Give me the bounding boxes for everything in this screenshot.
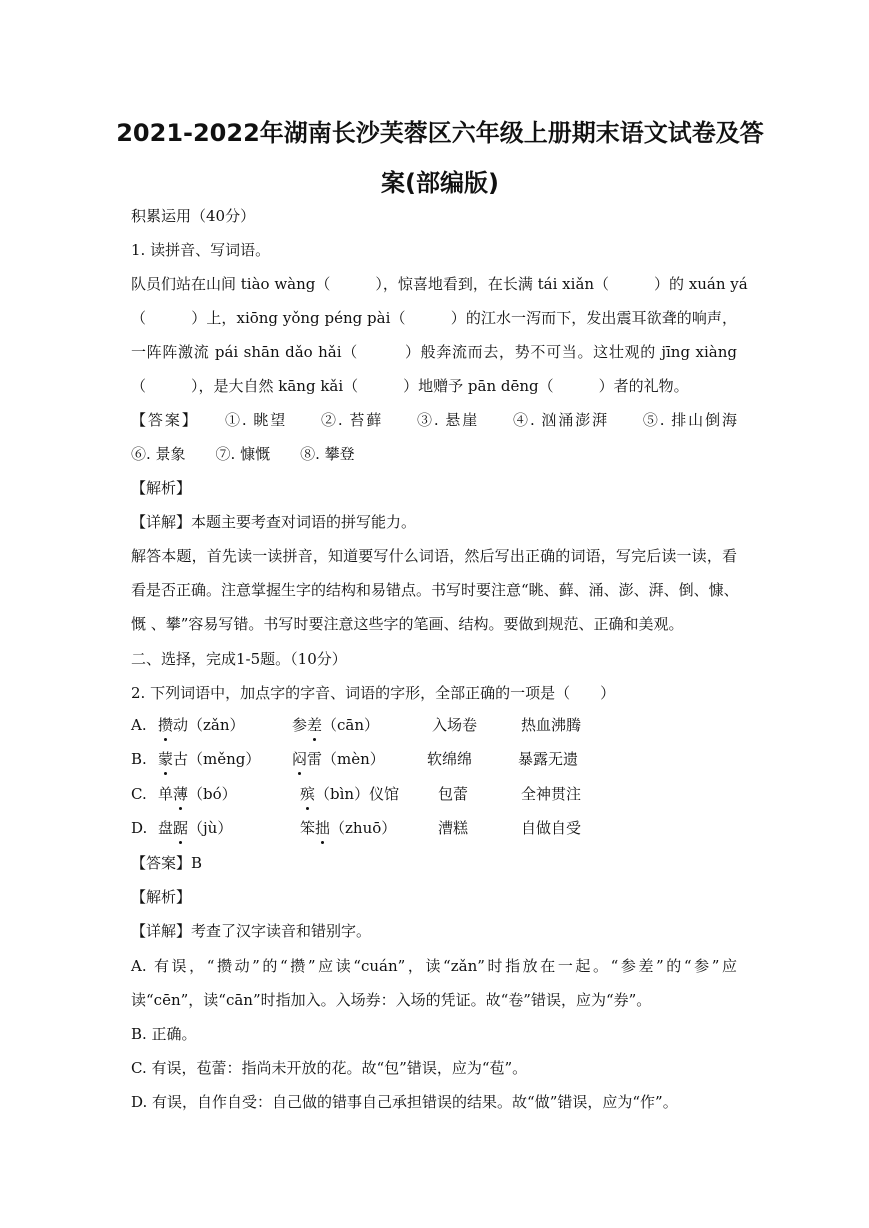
option-word-2: 殡（bìn）仪馆 (300, 785, 400, 803)
title-line-2: 案(部编版) (381, 169, 499, 197)
question-1-text-line: （ ），是大自然 kāng kǎi（ ）地赠予 pān dēng（ ）者的礼物。 (131, 377, 689, 395)
explanation-line: B. 正确。 (131, 1025, 197, 1043)
dotted-char: 闷 (292, 750, 308, 768)
option-word-4: 热血沸腾 (521, 716, 582, 734)
option-word-3: 入场卷 (432, 716, 478, 734)
dotted-char: 蒙 (158, 750, 174, 768)
option-word-1: 攒动（zǎn） (158, 716, 245, 734)
explanation-line: D. 有误，自作自受：自己做的错事自己承担错误的结果。故“做”错误，应为“作”。 (131, 1093, 678, 1111)
question-1-text-line: （ ）上，xiōng yǒng péng pài（ ）的江水一泻而下，发出震耳欲聋的响声， (131, 309, 737, 327)
section-heading-1: 积累运用（40分） (131, 207, 256, 225)
title-line-1: 2021-2022年湖南长沙芙蓉区六年级上册期末语文试卷及答 (116, 119, 764, 147)
option-word-1: 蒙古（měng） (158, 750, 261, 768)
option-label: B. (131, 750, 147, 768)
option-word-3: 包蕾 (438, 785, 469, 803)
option-word-4: 暴露无遗 (518, 750, 579, 768)
explanation-line: 慨 、攀”容易写错。书写时要注意这些字的笔画、结构。要做到规范、正确和美观。 (131, 615, 684, 633)
option-word-2: 参差（cān） (292, 716, 380, 734)
explanation-line: 看是否正确。注意掌握生字的结构和易错点。书写时要注意“眺、藓、涌、澎、湃、倒、慷、 (131, 581, 739, 599)
option-b (131, 748, 578, 769)
dotted-char: 殡 (300, 785, 316, 803)
option-word-2: 笨拙（zhuō） (300, 819, 397, 837)
detail-line: 【详解】考查了汉字读音和错别字。 (131, 922, 372, 940)
detail-line: 【详解】本题主要考查对词语的拼写能力。 (131, 513, 417, 531)
question-1-text-line: 一阵阵激流 pái shān dǎo hǎi（ ）般奔流而去，势不可当。这壮观的 jīng xiàng (131, 343, 737, 361)
explanation-line: 读“cēn”，读“cān”时指加入。入场券：入场的凭证。故“卷”错误，应为“券”。 (131, 991, 652, 1009)
option-word-2: 闷雷（mèn） (292, 750, 385, 768)
option-word-1: 单薄（bó） (158, 785, 237, 803)
option-word-3: 软绵绵 (427, 750, 473, 768)
option-word-4: 自做自受 (521, 819, 582, 837)
question-1-stem: 1. 读拼音、写词语。 (131, 241, 271, 259)
dotted-char: 拙 (315, 819, 331, 837)
document-title (110, 108, 770, 208)
question-2-answer: 【答案】B (131, 854, 203, 872)
question-2-stem: 2. 下列词语中，加点字的字音、词语的字形，全部正确的一项是（ ） (131, 684, 616, 702)
dotted-char: 攒 (158, 716, 174, 734)
analysis-label: 【解析】 (131, 888, 192, 906)
option-label: C. (131, 785, 147, 803)
section-heading-2: 二、选择，完成1-5题。（10分） (131, 650, 347, 668)
option-word-4: 全神贯注 (521, 785, 582, 803)
explanation-line: C. 有误，苞蕾：指尚未开放的花。故“包”错误，应为“苞”。 (131, 1059, 528, 1077)
option-word-1: 盘踞（jù） (158, 819, 233, 837)
option-label: A. (131, 716, 147, 734)
dotted-char: 差 (307, 716, 323, 734)
question-1-answer-cont: ⑥. 景象 ⑦. 慷慨 ⑧. 攀登 (131, 445, 355, 463)
option-a (131, 714, 581, 735)
option-c (131, 783, 581, 804)
option-label: D. (131, 819, 148, 837)
dotted-char: 薄 (173, 785, 189, 803)
explanation-line: A. 有误，“攒动”的“攒”应读“cuán”，读“zǎn”时指放在一起。“参差”的“参”应 (131, 957, 737, 975)
option-d (131, 817, 581, 838)
dotted-char: 踞 (173, 819, 189, 837)
option-word-3: 漕糕 (438, 819, 469, 837)
explanation-line: 解答本题，首先读一读拼音，知道要写什么词语，然后写出正确的词语，写完后读一读，看 (131, 547, 737, 565)
question-1-answer: 【答案】 ①. 眺望 ②. 苔藓 ③. 悬崖 ④. 汹涌澎湃 ⑤. 排山倒海 (131, 411, 737, 429)
analysis-label: 【解析】 (131, 479, 192, 497)
question-1-text-line: 队员们站在山间 tiào wàng（ ），惊喜地看到，在长满 tái xiǎn（ ）的 xuán yá (131, 275, 748, 293)
